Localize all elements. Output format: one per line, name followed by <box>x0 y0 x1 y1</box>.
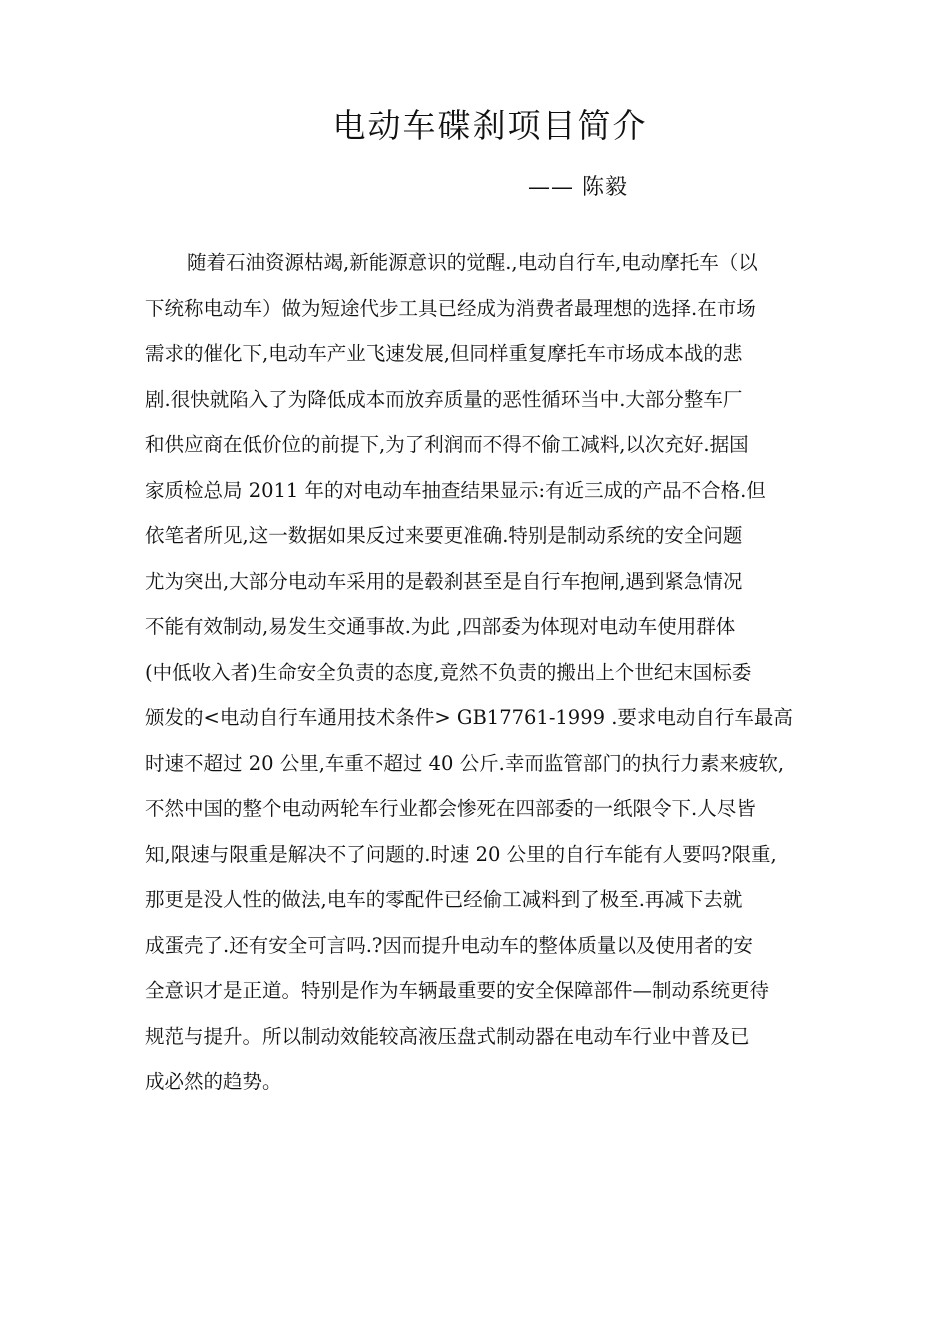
paragraph-line: 依笔者所见,这一数据如果反过来要更准确.特别是制动系统的安全问题 <box>145 524 743 547</box>
paragraph-line: 家质检总局 2011 年的对电动车抽查结果显示:有近三成的产品不合格.但 <box>145 478 766 502</box>
paragraph-line: 规范与提升。所以制动效能较高液压盘式制动器在电动车行业中普及已 <box>145 1024 750 1048</box>
paragraph-line: 需求的催化下,电动车产业飞速发展,但同样重复摩托车市场成本战的悲 <box>145 342 743 365</box>
paragraph-line: 颁发的<电动自行车通用技术条件> GB17761-1999 .要求电动自行车最高 <box>145 706 793 729</box>
paragraph-line: 不然中国的整个电动两轮车行业都会惨死在四部委的一纸限令下.人尽皆 <box>145 797 756 820</box>
body-paragraph <box>145 240 825 1105</box>
paragraph-line: 那更是没人性的做法,电车的零配件已经偷工减料到了极至.再减下去就 <box>145 888 743 911</box>
paragraph-line: 和供应商在低价位的前提下,为了利润而不得不偷工减料,以次充好.据国 <box>145 433 749 456</box>
paragraph-line: 成蛋壳了.还有安全可言吗.?因而提升电动车的整体质量以及使用者的安 <box>145 933 753 957</box>
paragraph-line: 全意识才是正道。特别是作为车辆最重要的安全保障部件—制动系统更待 <box>145 979 770 1002</box>
document-author: —— 陈毅 <box>528 175 628 200</box>
paragraph-line: 随着石油资源枯竭,新能源意识的觉醒.,电动自行车,电动摩托车（以 <box>187 251 758 274</box>
paragraph-line: 成必然的趋势。 <box>145 1070 282 1093</box>
paragraph-line: 时速不超过 20 公里,车重不超过 40 公斤.幸而监管部门的执行力素来疲软, <box>145 751 785 775</box>
paragraph-line: (中低收入者)生命安全负责的态度,竟然不负责的搬出上个世纪末国标委 <box>145 660 752 684</box>
paragraph-line: 剧.很快就陷入了为降低成本而放弃质量的恶性循环当中.大部分整车厂 <box>145 387 743 411</box>
paragraph-line: 下统称电动车）做为短途代步工具已经成为消费者最理想的选择.在市场 <box>145 296 756 320</box>
paragraph-line: 知,限速与限重是解决不了问题的.时速 20 公里的自行车能有人要吗?限重, <box>145 842 777 866</box>
paragraph-line: 尤为突出,大部分电动车采用的是毂刹甚至是自行车抱闸,遇到紧急情况 <box>145 569 743 593</box>
document-title: 电动车碟刹项目简介 <box>332 106 648 145</box>
paragraph-line: 不能有效制动,易发生交通事故.为此 ,四部委为体现对电动车使用群体 <box>145 615 736 638</box>
